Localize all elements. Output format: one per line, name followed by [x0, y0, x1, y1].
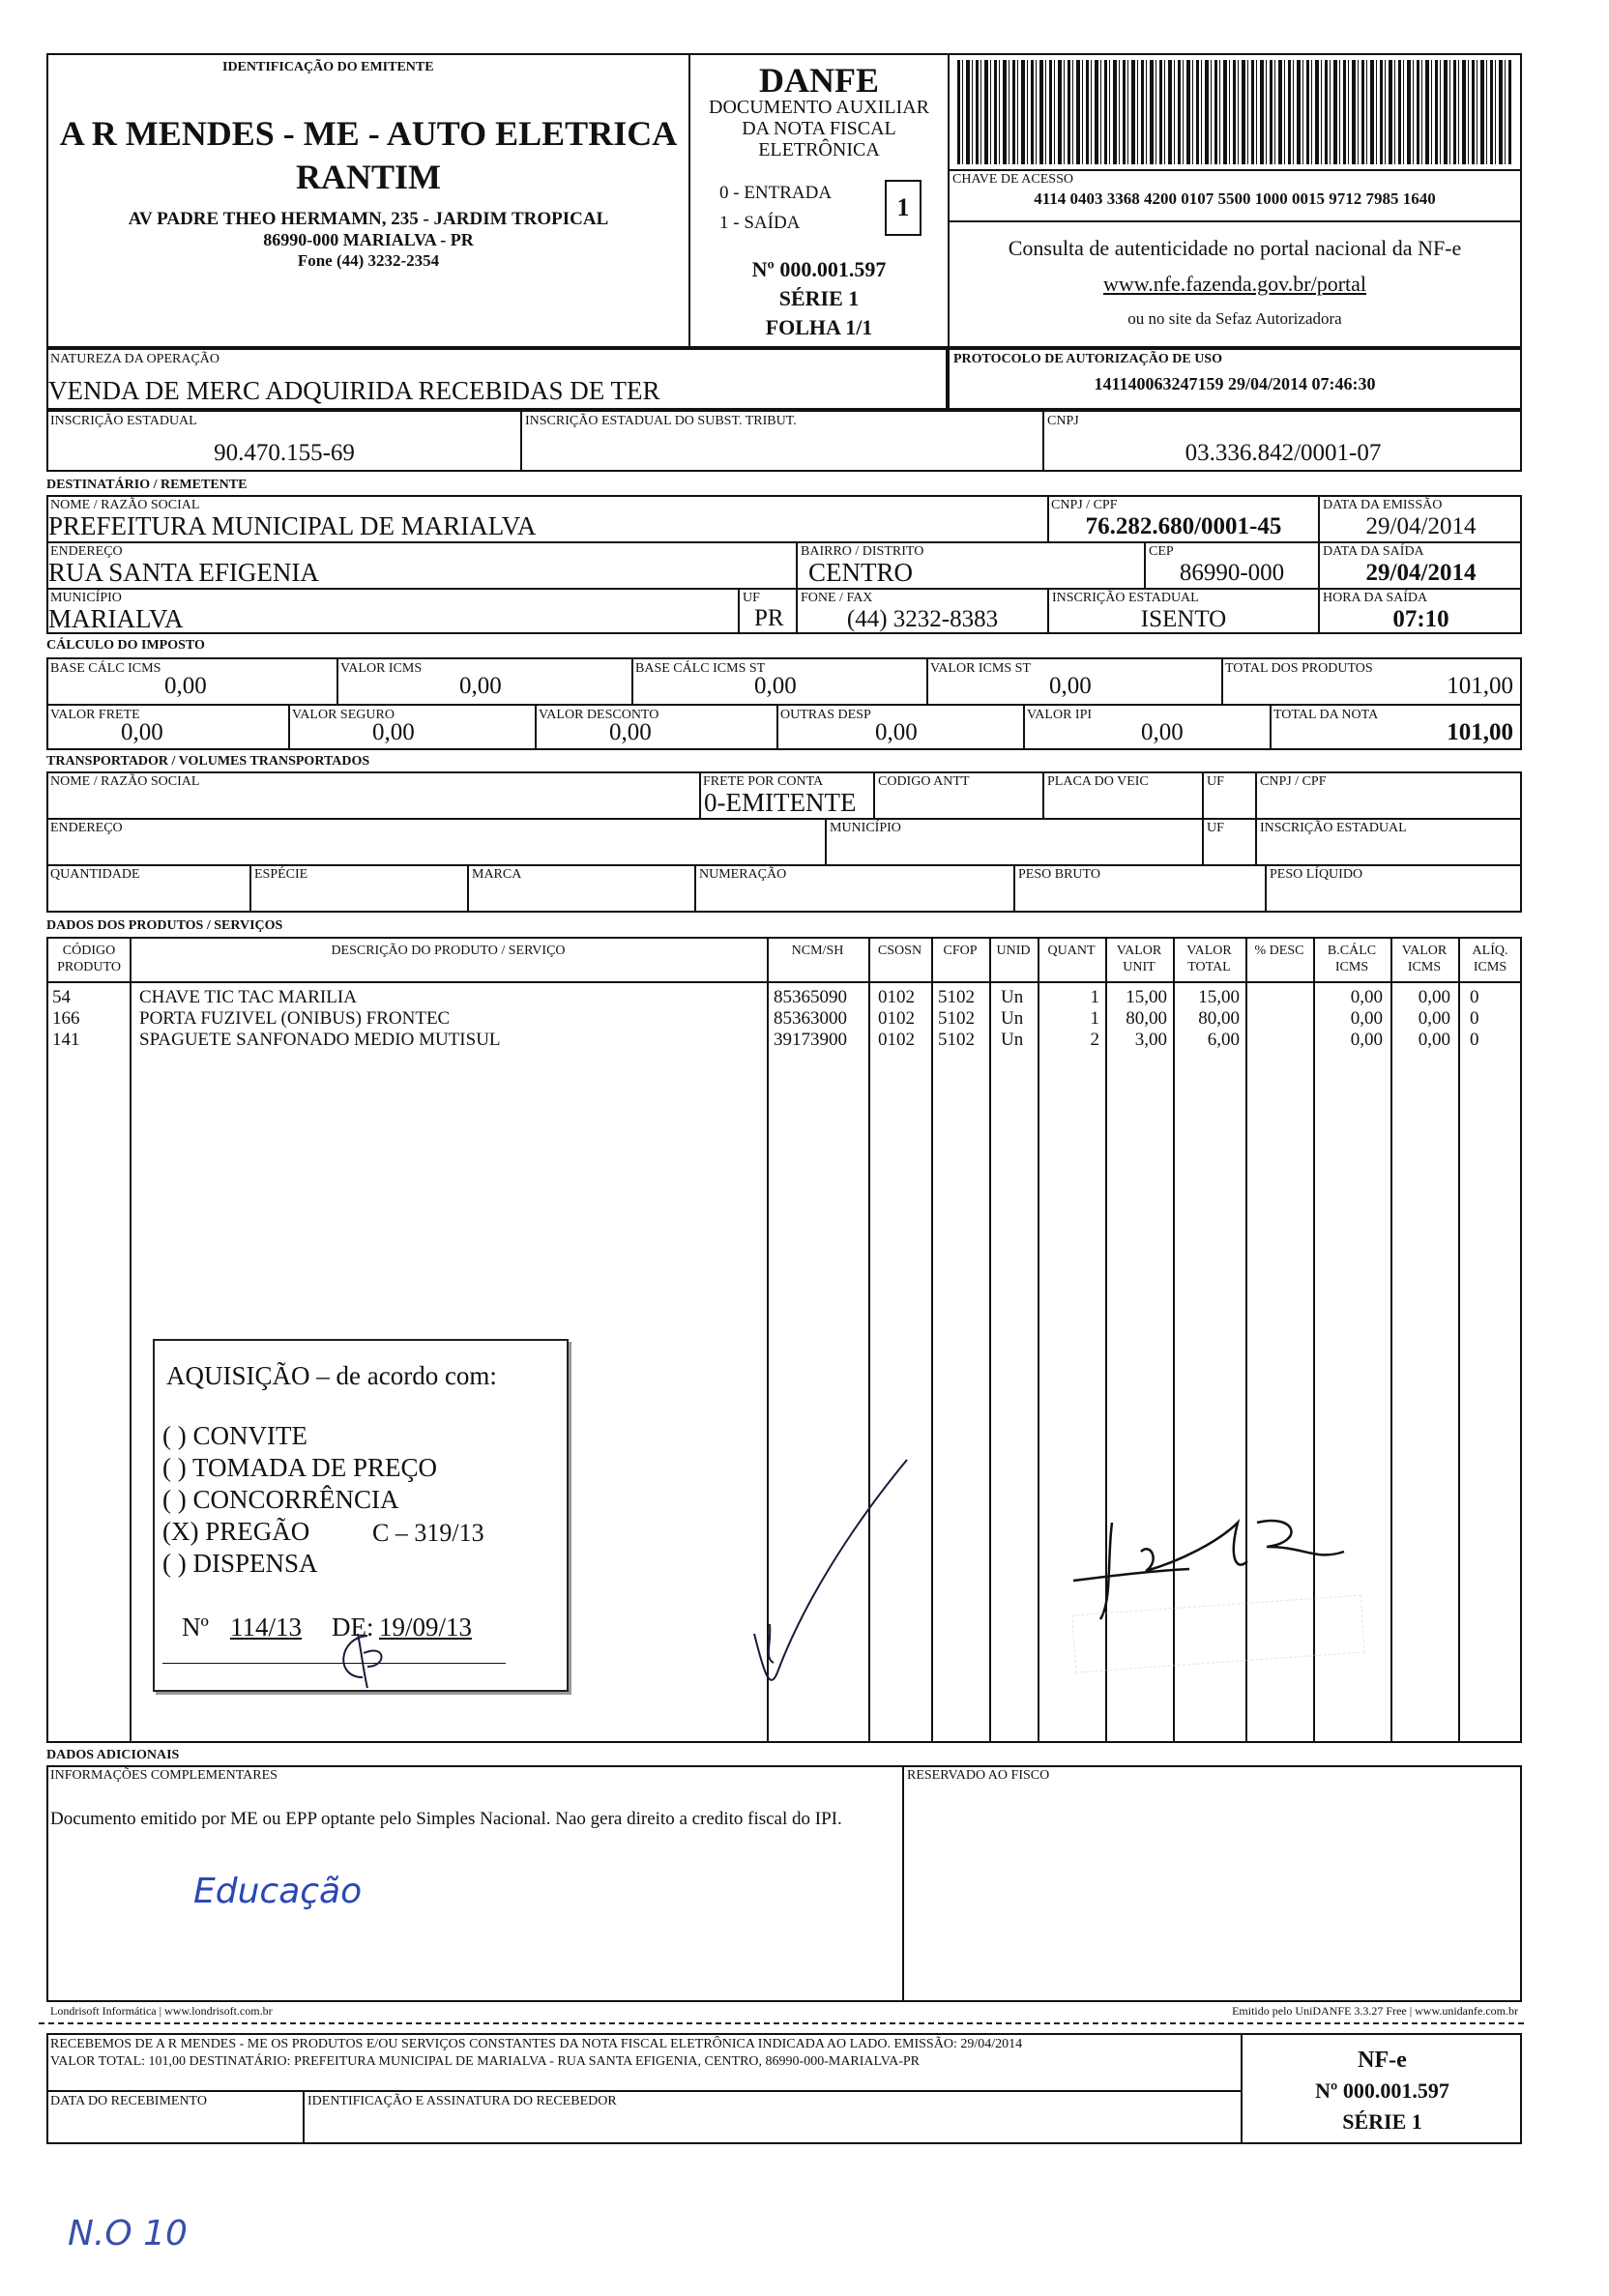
emitente-phone: Fone (44) 3232-2354 — [297, 251, 440, 270]
stamp-option-tomada: ( ) TOMADA DE PREÇO — [162, 1453, 438, 1482]
emitente-city: 86990-000 MARIALVA - PR — [263, 230, 474, 249]
transp-quantidade-label: QUANTIDADE — [50, 867, 140, 882]
base-icms-label: BASE CÁLC ICMS — [50, 661, 161, 676]
danfe-tipo-box: 1 — [885, 180, 922, 236]
transp-especie-label: ESPÉCIE — [254, 867, 308, 882]
outras-label: OUTRAS DESP — [780, 708, 871, 722]
transp-marca-label: MARCA — [472, 867, 522, 882]
info-text: Documento emitido por ME ou EPP optante pelo Simples Nacional. Nao gera direito a credito fiscal do IPI. — [50, 1809, 842, 1829]
canhoto-ident-label: IDENTIFICAÇÃO E ASSINATURA DO RECEBEDOR — [307, 2094, 617, 2108]
pen-check-mark — [745, 1450, 919, 1701]
transp-frete-label: FRETE POR CONTA — [703, 774, 824, 789]
dest-ie-label: INSCRIÇÃO ESTADUAL — [1052, 591, 1199, 605]
table-row-2-descricao: PORTA FUZIVEL (ONIBUS) FRONTEC — [139, 1008, 451, 1029]
canhoto-numero: Nº 000.001.597 — [1315, 2078, 1449, 2103]
seguro-label: VALOR SEGURO — [292, 708, 395, 722]
table-row-3-csosn: 0102 — [878, 1030, 915, 1050]
dest-cnpj: 76.282.680/0001-45 — [1085, 513, 1282, 539]
chave-value: 4114 0403 3368 4200 0107 5500 1000 0015 9712 7985 1640 — [1034, 189, 1436, 208]
desconto-value: 0,00 — [609, 719, 652, 745]
th-codigo: CÓDIGO PRODUTO — [57, 944, 121, 974]
th-descricao: DESCRIÇÃO DO PRODUTO / SERVIÇO — [331, 944, 566, 958]
transp-nome-label: NOME / RAZÃO SOCIAL — [50, 774, 200, 789]
danfe-subtitle-2: DA NOTA FISCAL — [742, 118, 896, 139]
th-ncm: NCM/SH — [791, 944, 844, 958]
dest-ie: ISENTO — [1140, 606, 1227, 632]
table-row-1-total: 15,00 — [1198, 987, 1240, 1007]
base-st-label: BASE CÁLC ICMS ST — [635, 661, 766, 676]
dest-cep: 86990-000 — [1179, 560, 1285, 586]
produtos-section-label: DADOS DOS PRODUTOS / SERVIÇOS — [46, 918, 283, 933]
canhoto-serie: SÉRIE 1 — [1342, 2109, 1422, 2134]
th-valor-unit: VALOR UNIT — [1116, 944, 1162, 974]
table-row-1-aliq: 0 — [1470, 987, 1479, 1007]
table-row-1-cfop: 5102 — [938, 987, 975, 1007]
base-icms: 0,00 — [164, 673, 207, 699]
chave-link[interactable]: www.nfe.fazenda.gov.br/portal — [1102, 272, 1367, 296]
table-row-3-cfop: 5102 — [938, 1030, 975, 1050]
natureza-value: VENDA DE MERC ADQUIRIDA RECEBIDAS DE TER — [48, 376, 660, 405]
danfe-entrada: 0 - ENTRADA — [719, 183, 833, 203]
emitente-address: AV PADRE THEO HERMAMN, 235 - JARDIM TROPICAL — [128, 209, 609, 229]
frete-value: 0,00 — [121, 719, 163, 745]
emitente-section-label: IDENTIFICAÇÃO DO EMITENTE — [222, 60, 434, 74]
dest-municipio: MARIALVA — [48, 604, 184, 633]
dest-bairro: CENTRO — [808, 558, 913, 587]
transp-bruto-label: PESO BRUTO — [1018, 867, 1100, 882]
table-row-1-codigo: 54 — [52, 987, 71, 1007]
imposto-section-label: CÁLCULO DO IMPOSTO — [46, 638, 205, 653]
table-row-2-cfop: 5102 — [938, 1008, 975, 1029]
canhoto-nfe: NF-e — [1358, 2048, 1407, 2073]
table-row-2-codigo: 166 — [52, 1008, 80, 1029]
valor-icms-label: VALOR ICMS — [340, 661, 423, 676]
transp-endereco-label: ENDEREÇO — [50, 821, 123, 835]
chave-sefaz: ou no site da Sefaz Autorizadora — [1127, 309, 1342, 328]
protocolo-label: PROTOCOLO DE AUTORIZAÇÃO DE USO — [953, 352, 1222, 366]
chave-consulta: Consulta de autenticidade no portal nacional da NF-e — [1008, 236, 1462, 260]
table-row-3-ncm: 39173900 — [774, 1030, 847, 1050]
table-row-2-ncm: 85363000 — [774, 1008, 847, 1029]
table-row-2-total: 80,00 — [1198, 1008, 1240, 1029]
table-row-1-unid: Un — [1001, 987, 1024, 1007]
stamp-title: AQUISIÇÃO – de acordo com: — [166, 1361, 497, 1390]
valor-st-label: VALOR ICMS ST — [930, 661, 1031, 676]
dest-hora-label: HORA DA SAÍDA — [1323, 591, 1428, 605]
stamp-numero: 114/13 — [230, 1613, 302, 1642]
outras-value: 0,00 — [875, 719, 918, 745]
table-row-3-aliq: 0 — [1470, 1030, 1479, 1050]
dest-emissao-label: DATA DA EMISSÃO — [1323, 498, 1443, 512]
fisco-label: RESERVADO AO FISCO — [907, 1768, 1050, 1783]
valor-st: 0,00 — [1049, 673, 1092, 699]
page-note: N.O 10 — [68, 2214, 188, 2253]
table-row-2-quant: 1 — [1090, 1008, 1099, 1029]
base-st: 0,00 — [754, 673, 797, 699]
th-csosn: CSOSN — [877, 944, 922, 958]
info-label: INFORMAÇÕES COMPLEMENTARES — [50, 1768, 278, 1783]
table-row-3-total: 6,00 — [1207, 1030, 1240, 1050]
dest-saida: 29/04/2014 — [1365, 560, 1477, 586]
table-row-1-quant: 1 — [1090, 987, 1099, 1007]
natureza-label: NATUREZA DA OPERAÇÃO — [50, 352, 220, 366]
table-row-2-aliq: 0 — [1470, 1008, 1479, 1029]
protocolo-value: 141140063247159 29/04/2014 07:46:30 — [1094, 374, 1376, 393]
transp-ie-label: INSCRIÇÃO ESTADUAL — [1260, 821, 1407, 835]
table-row-1-unit: 15,00 — [1126, 987, 1167, 1007]
table-row-2-unid: Un — [1001, 1008, 1024, 1029]
inscricao-st-label: INSCRIÇÃO ESTADUAL DO SUBST. TRIBUT. — [525, 414, 797, 428]
emitente-name-2: RANTIM — [296, 158, 441, 196]
desconto-label: VALOR DESCONTO — [539, 708, 659, 722]
table-row-3-unit: 3,00 — [1134, 1030, 1167, 1050]
dest-nome: PREFEITURA MUNICIPAL DE MARIALVA — [48, 511, 537, 540]
table-row-1-csosn: 0102 — [878, 987, 915, 1007]
table-row-2-vicms: 0,00 — [1418, 1008, 1450, 1029]
footer-left: Londrisoft Informática | www.londrisoft.com.br — [50, 2004, 273, 2018]
dest-cnpj-label: CNPJ / CPF — [1051, 498, 1118, 512]
cut-line — [39, 2022, 1524, 2024]
total-nota: 101,00 — [1447, 719, 1513, 745]
th-valor-icms: VALOR ICMS — [1401, 944, 1448, 974]
table-row-3-quant: 2 — [1090, 1030, 1099, 1050]
footer-right: Emitido pelo UniDANFE 3.3.27 Free | www.unidanfe.com.br — [1232, 2004, 1518, 2018]
emitente-name: A R MENDES - ME - AUTO ELETRICA — [59, 114, 678, 153]
th-desc: % DESC — [1254, 944, 1304, 958]
adicionais-section-label: DADOS ADICIONAIS — [46, 1748, 180, 1762]
th-quant: QUANT — [1047, 944, 1096, 958]
seguro-value: 0,00 — [372, 719, 415, 745]
handwritten-educacao: Educação — [193, 1872, 363, 1911]
canhoto-text-1: RECEBEMOS DE A R MENDES - ME OS PRODUTOS E/OU SERVIÇOS CONSTANTES DA NOTA FISCAL ELETRÔNICA INDICADA AO LADO. EMISSÃO: 29/04/2014 — [50, 2037, 1023, 2051]
total-produtos-label: TOTAL DOS PRODUTOS — [1225, 661, 1373, 676]
transp-antt-label: CODIGO ANTT — [878, 774, 970, 789]
transportador-section-label: TRANSPORTADOR / VOLUMES TRANSPORTADOS — [46, 754, 370, 769]
ipi-label: VALOR IPI — [1027, 708, 1093, 722]
dest-saida-label: DATA DA SAÍDA — [1323, 544, 1424, 559]
dest-nome-label: NOME / RAZÃO SOCIAL — [50, 498, 200, 512]
dest-municipio-label: MUNICÍPIO — [50, 591, 122, 605]
stamp-de: 19/09/13 — [379, 1613, 473, 1642]
danfe-serie: SÉRIE 1 — [778, 286, 860, 310]
stamp-option-dispensa: ( ) DISPENSA — [162, 1549, 318, 1578]
stamp-numero-label: Nº — [182, 1613, 209, 1642]
th-valor-total: VALOR TOTAL — [1186, 944, 1232, 974]
valor-icms: 0,00 — [459, 673, 502, 699]
transp-frete: 0-EMITENTE — [704, 788, 857, 817]
canhoto-text-2: VALOR TOTAL: 101,00 DESTINATÁRIO: PREFEITURA MUNICIPAL DE MARIALVA - RUA SANTA EFIGENIA, CENTRO, 86990-000-MARIALVA-PR — [50, 2054, 921, 2069]
cnpj-emit-value: 03.336.842/0001-07 — [1185, 440, 1382, 466]
destinatario-section-label: DESTINATÁRIO / REMETENTE — [46, 478, 248, 492]
dest-cep-label: CEP — [1149, 544, 1174, 559]
stamp-option-pregao: (X) PREGÃO — [162, 1517, 310, 1546]
inscricao-label: INSCRIÇÃO ESTADUAL — [50, 414, 197, 428]
transp-placa-label: PLACA DO VEIC — [1047, 774, 1149, 789]
danfe-subtitle-1: DOCUMENTO AUXILIAR — [709, 97, 929, 118]
dest-hora: 07:10 — [1392, 606, 1449, 632]
transp-uf2-label: UF — [1207, 821, 1224, 835]
danfe-folha: FOLHA 1/1 — [765, 315, 873, 339]
th-aliq: ALÍQ. ICMS — [1472, 944, 1508, 974]
table-row-1-ncm: 85365090 — [774, 987, 847, 1007]
transp-numeracao-label: NUMERAÇÃO — [699, 867, 787, 882]
dest-uf-label: UF — [743, 591, 760, 605]
table-row-1-vicms: 0,00 — [1418, 987, 1450, 1007]
danfe-subtitle-3: ELETRÔNICA — [758, 139, 880, 160]
stamp-de-label: DE: — [332, 1613, 374, 1642]
ipi-value: 0,00 — [1141, 719, 1184, 745]
danfe-numero: Nº 000.001.597 — [751, 257, 887, 281]
table-row-2-csosn: 0102 — [878, 1008, 915, 1029]
danfe-saida: 1 - SAÍDA — [719, 213, 801, 233]
inscricao-value: 90.470.155-69 — [214, 440, 355, 466]
transp-uf-label: UF — [1207, 774, 1224, 789]
danfe-title: DANFE — [759, 61, 879, 100]
cnpj-emit-label: CNPJ — [1047, 414, 1079, 428]
stamp-pregao-ref: C – 319/13 — [372, 1519, 484, 1547]
table-row-2-unit: 80,00 — [1126, 1008, 1167, 1029]
total-produtos: 101,00 — [1447, 673, 1513, 699]
dest-fone-label: FONE / FAX — [801, 591, 873, 605]
th-cfop: CFOP — [943, 944, 978, 958]
dest-fone: (44) 3232-8383 — [846, 606, 999, 632]
th-unid: UNID — [996, 944, 1031, 958]
total-nota-label: TOTAL DA NOTA — [1273, 708, 1379, 722]
stamp-option-concorrencia: ( ) CONCORRÊNCIA — [162, 1485, 399, 1514]
stamp-option-convite: ( ) CONVITE — [162, 1421, 307, 1450]
dest-endereco-label: ENDEREÇO — [50, 544, 123, 559]
table-row-2-bcalc: 0,00 — [1350, 1008, 1383, 1029]
dest-emissao: 29/04/2014 — [1365, 513, 1477, 539]
table-row-1-bcalc: 0,00 — [1350, 987, 1383, 1007]
th-bcalc: B.CÁLC ICMS — [1327, 944, 1377, 974]
table-row-3-codigo: 141 — [52, 1030, 80, 1050]
canhoto-data-label: DATA DO RECEBIMENTO — [50, 2094, 207, 2108]
frete-label: VALOR FRETE — [50, 708, 140, 722]
transp-municipio-label: MUNICÍPIO — [830, 821, 901, 835]
table-row-3-vicms: 0,00 — [1418, 1030, 1450, 1050]
dest-endereco: RUA SANTA EFIGENIA — [48, 558, 319, 587]
table-row-3-bcalc: 0,00 — [1350, 1030, 1383, 1050]
table-row-3-descricao: SPAGUETE SANFONADO MEDIO MUTISUL — [139, 1030, 501, 1050]
table-row-3-unid: Un — [1001, 1030, 1024, 1050]
barcode — [957, 60, 1512, 164]
initials-mark — [329, 1624, 396, 1692]
table-row-1-descricao: CHAVE TIC TAC MARILIA — [139, 987, 357, 1007]
dest-bairro-label: BAIRRO / DISTRITO — [801, 544, 924, 559]
transp-cnpj-label: CNPJ / CPF — [1260, 774, 1327, 789]
transp-liquido-label: PESO LÍQUIDO — [1270, 867, 1363, 882]
dest-uf: PR — [754, 605, 784, 631]
chave-label: CHAVE DE ACESSO — [952, 172, 1073, 187]
